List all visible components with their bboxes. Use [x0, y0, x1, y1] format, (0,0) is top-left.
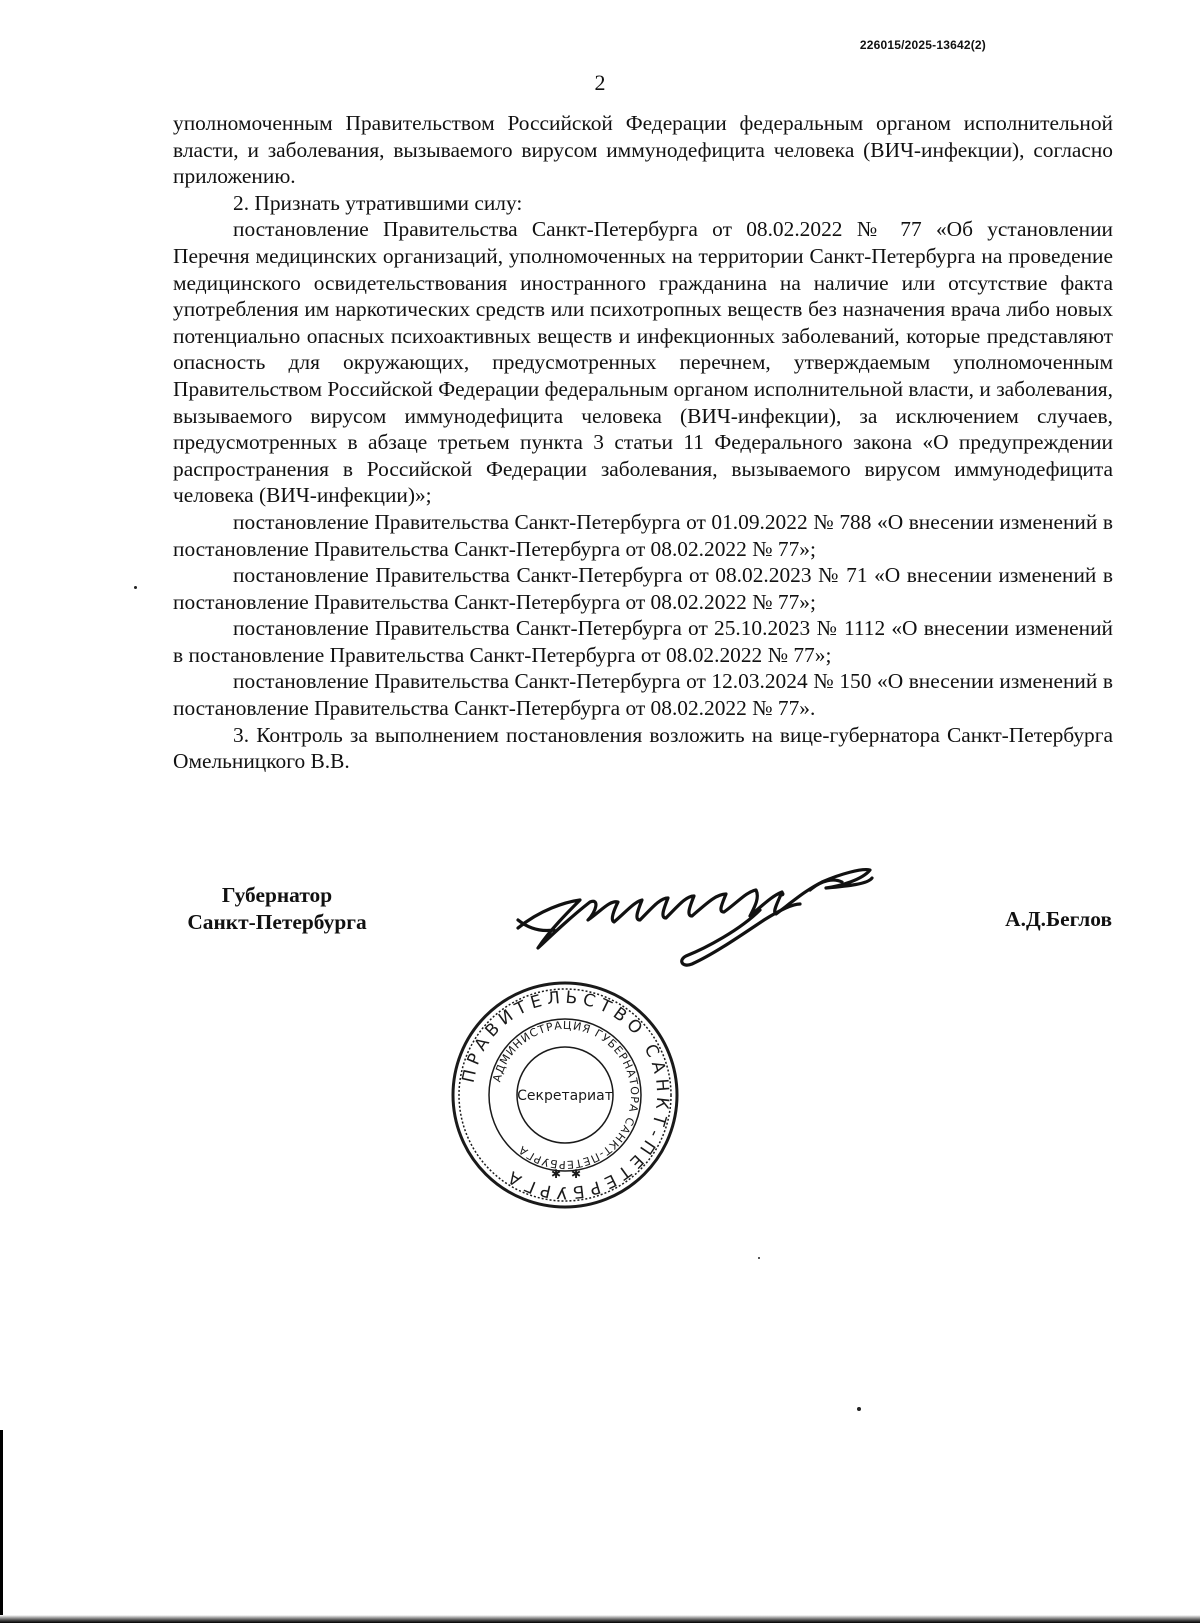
- paragraph-repealed-150: постановление Правительства Санкт-Петербурга от 12.03.2024 № 150 «О внесении изменений в постановление Правительства Санкт-Петербурга от 08.02.2022 № 77».: [173, 669, 1113, 721]
- scan-edge-bottom: [0, 1615, 1200, 1623]
- paragraph-continuation: уполномоченным Правительством Российской Федерации федеральным органом исполнительной власти, и заболевания, вызываемого вирусом иммунодефицита человека (ВИЧ-инфекции), согласно приложению.: [173, 111, 1113, 189]
- signatory-title: [172, 882, 382, 936]
- paragraph-item-3: 3. Контроль за выполнением постановления возложить на вице-губернатора Санкт-Петербурга Омельницкого В.В.: [173, 722, 1113, 774]
- signatory-name: А.Д.Беглов: [1005, 907, 1112, 931]
- signatory-title-line2: Санкт-Петербурга: [187, 910, 367, 934]
- paragraph-repealed-71: постановление Правительства Санкт-Петербурга от 08.02.2023 № 71 «О внесении изменений в постановление Правительства Санкт-Петербурга от 08.02.2022 № 77»;: [173, 563, 1113, 614]
- seal-center-text: Секретариат: [517, 1088, 613, 1104]
- paragraph-repealed-77: постановление Правительства Санкт-Петербурга от 08.02.2022 № 77 «Об установлении Перечня медицинских организаций, уполномоченных на территории Санкт-Петербурга на проведение медицинского освидетельствования иностранного гражданина на наличие или отсутствие факта употребления им наркотических средств или психотропных веществ без назначения врача либо новых потенциально опасных психоактивных веществ и инфекционных заболеваний, которые представляют опасность для окружающих, предусмотренных перечнем, утверждаемым уполномоченным Правительством Российской Федерации федеральным органом исполнительной власти, и заболевания, вызываемого вирусом иммунодефицита человека (ВИЧ-инфекции), за исключением случаев, предусмотренных в абзаце третьем пункта 3 статьи 11 Федерального закона «О предупреждении распространения в Российской Федерации заболевания, вызываемого вирусом иммунодефицита человека (ВИЧ-инфекции)»;: [173, 217, 1113, 508]
- scan-speck: [857, 1407, 861, 1411]
- official-seal: [450, 980, 680, 1210]
- scan-speck: [134, 586, 137, 589]
- seal-outer-text: ПРАВИТЕЛЬСТВО САНКТ-ПЕТЕРБУРГА: [458, 987, 673, 1203]
- paragraph-repealed-1112: постановление Правительства Санкт-Петербурга от 25.10.2023 № 1112 «О внесении изменений в постановление Правительства Санкт-Петербурга от 08.02.2022 № 77»;: [173, 616, 1113, 667]
- signatory-title-line1: Губернатор: [221, 883, 333, 907]
- scan-edge-left: [0, 1430, 3, 1623]
- paragraph-item-2: 2. Признать утратившими силу:: [233, 190, 523, 215]
- svg-text:✱: ✱: [571, 1167, 582, 1181]
- scan-speck: [758, 1257, 760, 1259]
- registration-number: 226015/2025-13642(2): [859, 38, 986, 52]
- handwritten-signature: [510, 850, 910, 970]
- page-number: 2: [594, 70, 606, 95]
- svg-text:✱: ✱: [551, 1167, 562, 1181]
- paragraph-repealed-788: постановление Правительства Санкт-Петербурга от 01.09.2022 № 788 «О внесении изменений в постановление Правительства Санкт-Петербурга от 08.02.2022 № 77»;: [173, 509, 1113, 561]
- seal-inner-text: АДМИНИСТРАЦИЯ ГУБЕРНАТОРА САНКТ-ПЕТЕРБУРГА: [490, 1018, 642, 1172]
- document-body: [173, 110, 1113, 775]
